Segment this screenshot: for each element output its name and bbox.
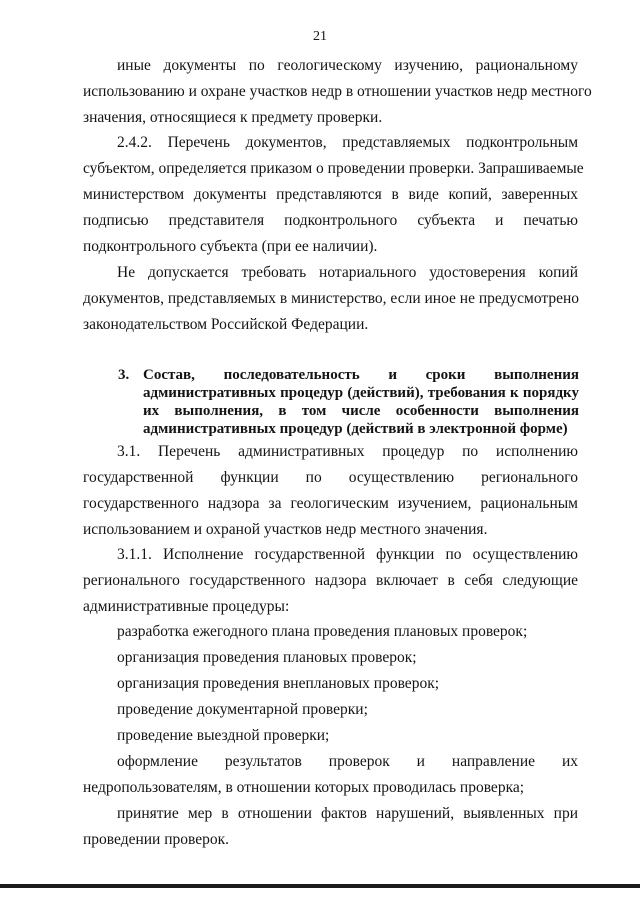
heading-line: административных процедур (действий в электронной форме) xyxy=(143,421,568,437)
heading-line: Состав, последовательность и сроки выполнения xyxy=(143,367,579,383)
text-line: использованию и охране участков недр в отношении участков недр местного xyxy=(83,83,592,100)
text-line: недропользователям, в отношении которых проводилась проверка; xyxy=(83,779,525,796)
list-item: организация проведения плановых проверок; xyxy=(117,649,417,666)
text-line: регионального государственного надзора включает в себя следующие xyxy=(83,572,578,589)
text-line: 3.1. Перечень административных процедур по исполнению xyxy=(117,443,578,460)
list-item: разработка ежегодного плана проведения плановых проверок; xyxy=(117,623,528,640)
text-line: государственного надзора за геологическим изучением, рациональным xyxy=(83,495,578,512)
heading-line: их выполнения, в том числе особенности выполнения xyxy=(143,403,579,419)
text-line: значения, относящиеся к предмету проверки. xyxy=(83,109,383,126)
text-line: подписью представителя подконтрольного субъекта и печатью xyxy=(83,212,578,229)
text-line: административные процедуры: xyxy=(83,598,290,615)
text-line: Не допускается требовать нотариального удостоверения копий xyxy=(117,264,578,281)
text-line: субъектом, определяется приказом о проведении проверки. Запрашиваемые xyxy=(83,160,584,177)
text-line: министерством документы представляются в виде копий, заверенных xyxy=(83,186,578,203)
text-line: иные документы по геологическому изучению, рациональному xyxy=(117,57,578,74)
list-item: организация проведения внеплановых проверок; xyxy=(117,675,440,692)
text-line: 2.4.2. Перечень документов, представляемых подконтрольным xyxy=(117,134,578,151)
text-line: 3.1.1. Исполнение государственной функции по осуществлению xyxy=(117,546,578,563)
text-line: подконтрольного субъекта (при ее наличии). xyxy=(83,238,378,255)
section-number: 3. xyxy=(118,367,130,383)
text-line: использованием и охраной участков недр местного значения. xyxy=(83,521,488,538)
text-line: государственной функции по осуществлению регионального xyxy=(83,469,578,486)
text-line: оформление результатов проверок и направление их xyxy=(117,753,578,770)
list-item: проведение документарной проверки; xyxy=(117,701,368,718)
text-line: проведении проверок. xyxy=(83,831,230,848)
text-line: законодательством Российской Федерации. xyxy=(83,316,369,333)
page-number: 21 xyxy=(313,29,327,44)
text-line: документов, представляемых в министерство, если иное не предусмотрено xyxy=(83,290,580,307)
bottom-rule xyxy=(0,884,640,888)
heading-line: административных процедур (действий), требования к порядку xyxy=(143,385,579,401)
list-item: проведение выездной проверки; xyxy=(117,727,330,744)
text-line: принятие мер в отношении фактов нарушений, выявленных при xyxy=(117,805,578,822)
